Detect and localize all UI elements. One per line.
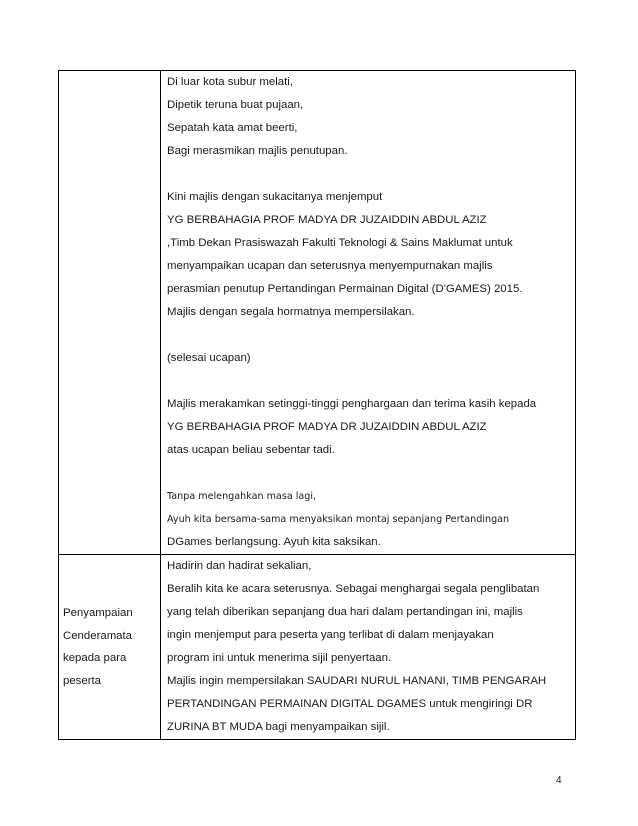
script-text-cell [161, 71, 576, 555]
agenda-label-line: Cenderamata [63, 629, 133, 642]
script-line: Bagi merasmikan majlis penutupan. [167, 145, 348, 157]
page-number: 4 [556, 775, 562, 786]
agenda-label-line: Penyampaian [63, 607, 133, 619]
table-row [59, 555, 576, 740]
script-line: Sepatah kata amat beerti, [167, 122, 298, 134]
script-line: program ini untuk menerima sijil penyertaan. [167, 652, 392, 664]
script-line: (selesai ucapan) [167, 352, 251, 364]
script-line: Majlis merakamkan setinggi-tinggi penghargaan dan terima kasih kepada [167, 398, 537, 410]
blank-line [167, 462, 575, 485]
agenda-label-cell [59, 555, 161, 740]
blank-line [167, 163, 575, 186]
script-text-cell [161, 555, 576, 740]
script-line: Majlis ingin mempersilakan SAUDARI NURUL HANANI, TIMB PENGARAH [167, 675, 547, 687]
blank-line [167, 324, 575, 347]
script-line: Beralih kita ke acara seterusnya. Sebagai menghargai segala penglibatan [167, 583, 540, 595]
script-line: atas ucapan beliau sebentar tadi. [167, 444, 335, 456]
script-line: yang telah diberikan sepanjang dua hari dalam pertandingan ini, majlis [167, 606, 523, 618]
script-line: ZURINA BT MUDA bagi menyampaikan sijil. [167, 721, 390, 733]
table-row [59, 71, 576, 555]
script-line: ingin menjemput para peserta yang terlibat di dalam menjayakan [167, 629, 494, 641]
script-line: DGames berlangsung. Ayuh kita saksikan. [167, 536, 381, 548]
script-line: Ayuh kita bersama-sama menyaksikan montaj sepanjang Pertandingan [167, 514, 510, 525]
script-line: Majlis dengan segala hormatnya mempersilakan. [167, 306, 415, 318]
script-line: Tanpa melengahkan masa lagi, [167, 491, 317, 502]
script-lines [167, 71, 575, 554]
script-line: Hadirin dan hadirat sekalian, [167, 560, 312, 572]
script-line: Kini majlis dengan sukacitanya menjemput [167, 191, 383, 203]
program-script-table [58, 70, 576, 740]
agenda-label-line: kepada para [63, 652, 127, 664]
script-line: ,Timb Dekan Prasiswazah Fakulti Teknologi & Sains Maklumat untuk [167, 237, 513, 249]
script-line: Di luar kota subur melati, [167, 76, 293, 88]
empty-label-cell [59, 71, 161, 555]
script-line: menyampaikan ucapan dan seterusnya menyempurnakan majlis [167, 260, 493, 272]
blank-line [167, 370, 575, 393]
script-line: PERTANDINGAN PERMAINAN DIGITAL DGAMES untuk mengiringi DR [167, 698, 533, 710]
script-line: Dipetik teruna buat pujaan, [167, 99, 304, 111]
script-line: YG BERBAHAGIA PROF MADYA DR JUZAIDDIN ABDUL AZIZ [167, 421, 487, 433]
script-line: YG BERBAHAGIA PROF MADYA DR JUZAIDDIN ABDUL AZIZ [167, 214, 487, 226]
script-line: perasmian penutup Pertandingan Permainan Digital (D'GAMES) 2015. [167, 283, 523, 295]
agenda-label-line: peserta [63, 674, 101, 687]
